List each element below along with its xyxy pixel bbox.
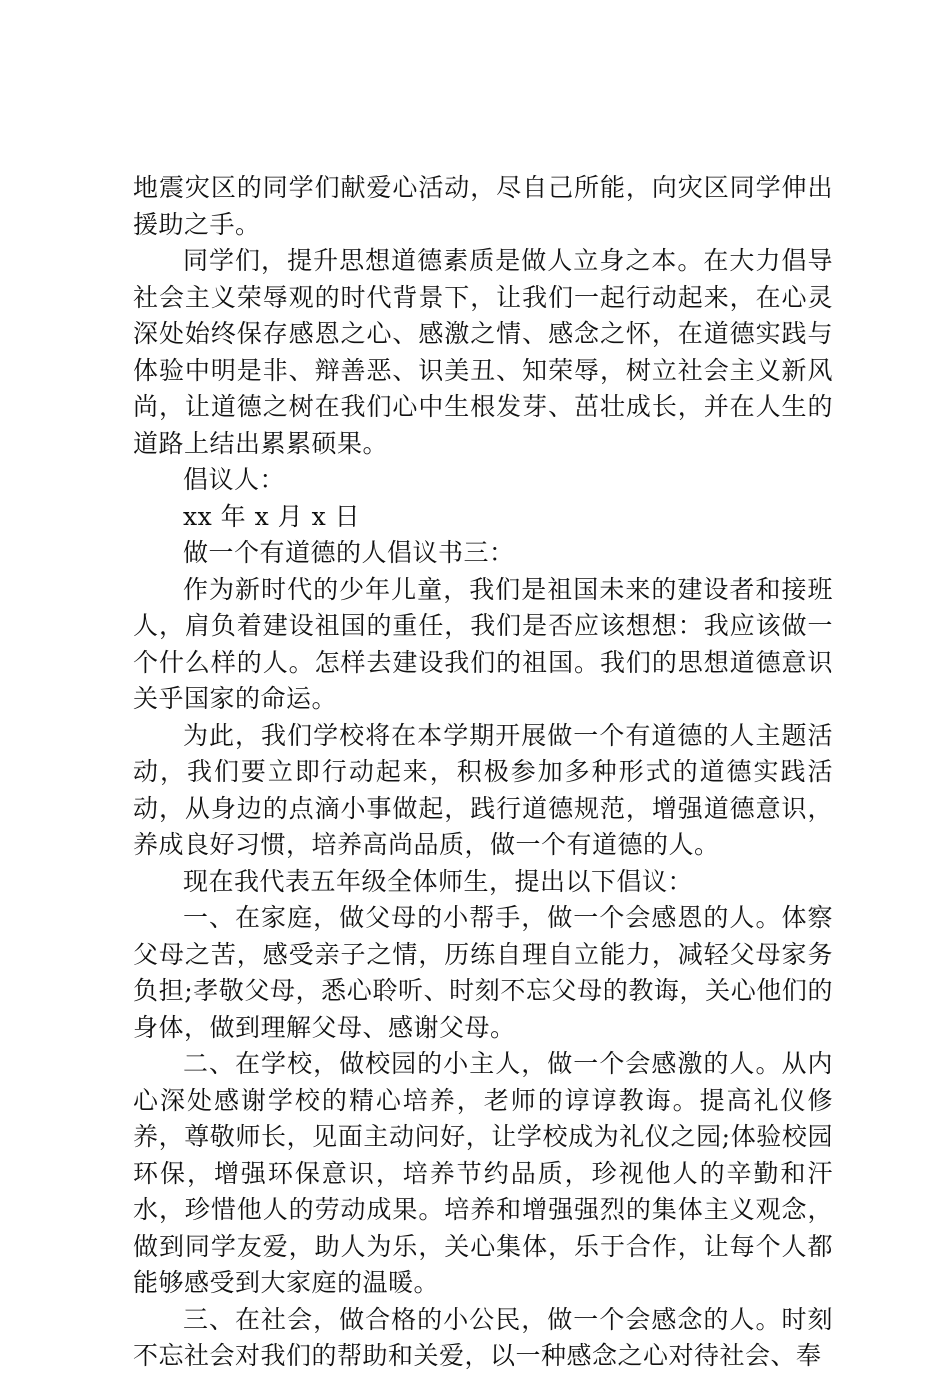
section-heading: 做一个有道德的人倡议书三： (183, 538, 515, 567)
paragraph-9: 一、在家庭，做父母的小帮手，做一个会感恩的人。体察父母之苦，感受亲子之情，历练自理自立能力，减轻父母家务负担;孝敬父母，悉心聆听、时刻不忘父母的教诲，关心他们的身体，做到理解父母、感谢父母。 (133, 903, 833, 1042)
document-body (133, 170, 833, 1375)
paragraph-8: 现在我代表五年级全体师生，提出以下倡议： (183, 866, 694, 896)
paragraph-2: 同学们，提升思想道德素质是做人立身之本。在大力倡导社会主义荣辱观的时代背景下，让我们一起行动起来，在心灵深处始终保存感恩之心、感激之情、感念之怀，在道德实践与体验中明是非、辩善恶、识美丑、知荣辱，树立社会主义新风尚，让道德之树在我们心中生根发芽、茁壮成长，并在人生的道路上结出累累硕果。 (133, 246, 833, 458)
date-line: xx 年 x 月 x 日 (183, 501, 361, 531)
paragraph-7: 为此，我们学校将在本学期开展做一个有道德的人主题活动，我们要立即行动起来，积极参加多种形式的道德实践活动，从身边的点滴小事做起，践行道德规范，增强道德意识，养成良好习惯，培养高尚品质，做一个有道德的人。 (133, 720, 833, 859)
paragraph-11: 三、在社会，做合格的小公民，做一个会感念的人。时刻不忘社会对我们的帮助和关爱，以一种感念之心对待社会、奉 (133, 1304, 833, 1370)
paragraph-6: 作为新时代的少年儿童，我们是祖国未来的建设者和接班人，肩负着建设祖国的重任，我们是否应该想想：我应该做一个什么样的人。怎样去建设我们的祖国。我们的思想道德意识关乎国家的命运。 (133, 574, 833, 713)
paragraph-1: 地震灾区的同学们献爱心活动，尽自己所能，向灾区同学伸出援助之手。 (133, 173, 833, 239)
signatory-label: 倡议人： (183, 465, 286, 494)
paragraph-10: 二、在学校，做校园的小主人，做一个会感激的人。从内心深处感谢学校的精心培养，老师的谆谆教诲。提高礼仪修养，尊敬师长，见面主动问好，让学校成为礼仪之园;体验校园环保，增强环保意识，培养节约品质，珍视他人的辛勤和汗水，珍惜他人的劳动成果。培养和增强强烈的集体主义观念，做到同学友爱，助人为乐，关心集体，乐于合作，让每个人都能够感受到大家庭的温暖。 (133, 1049, 833, 1297)
